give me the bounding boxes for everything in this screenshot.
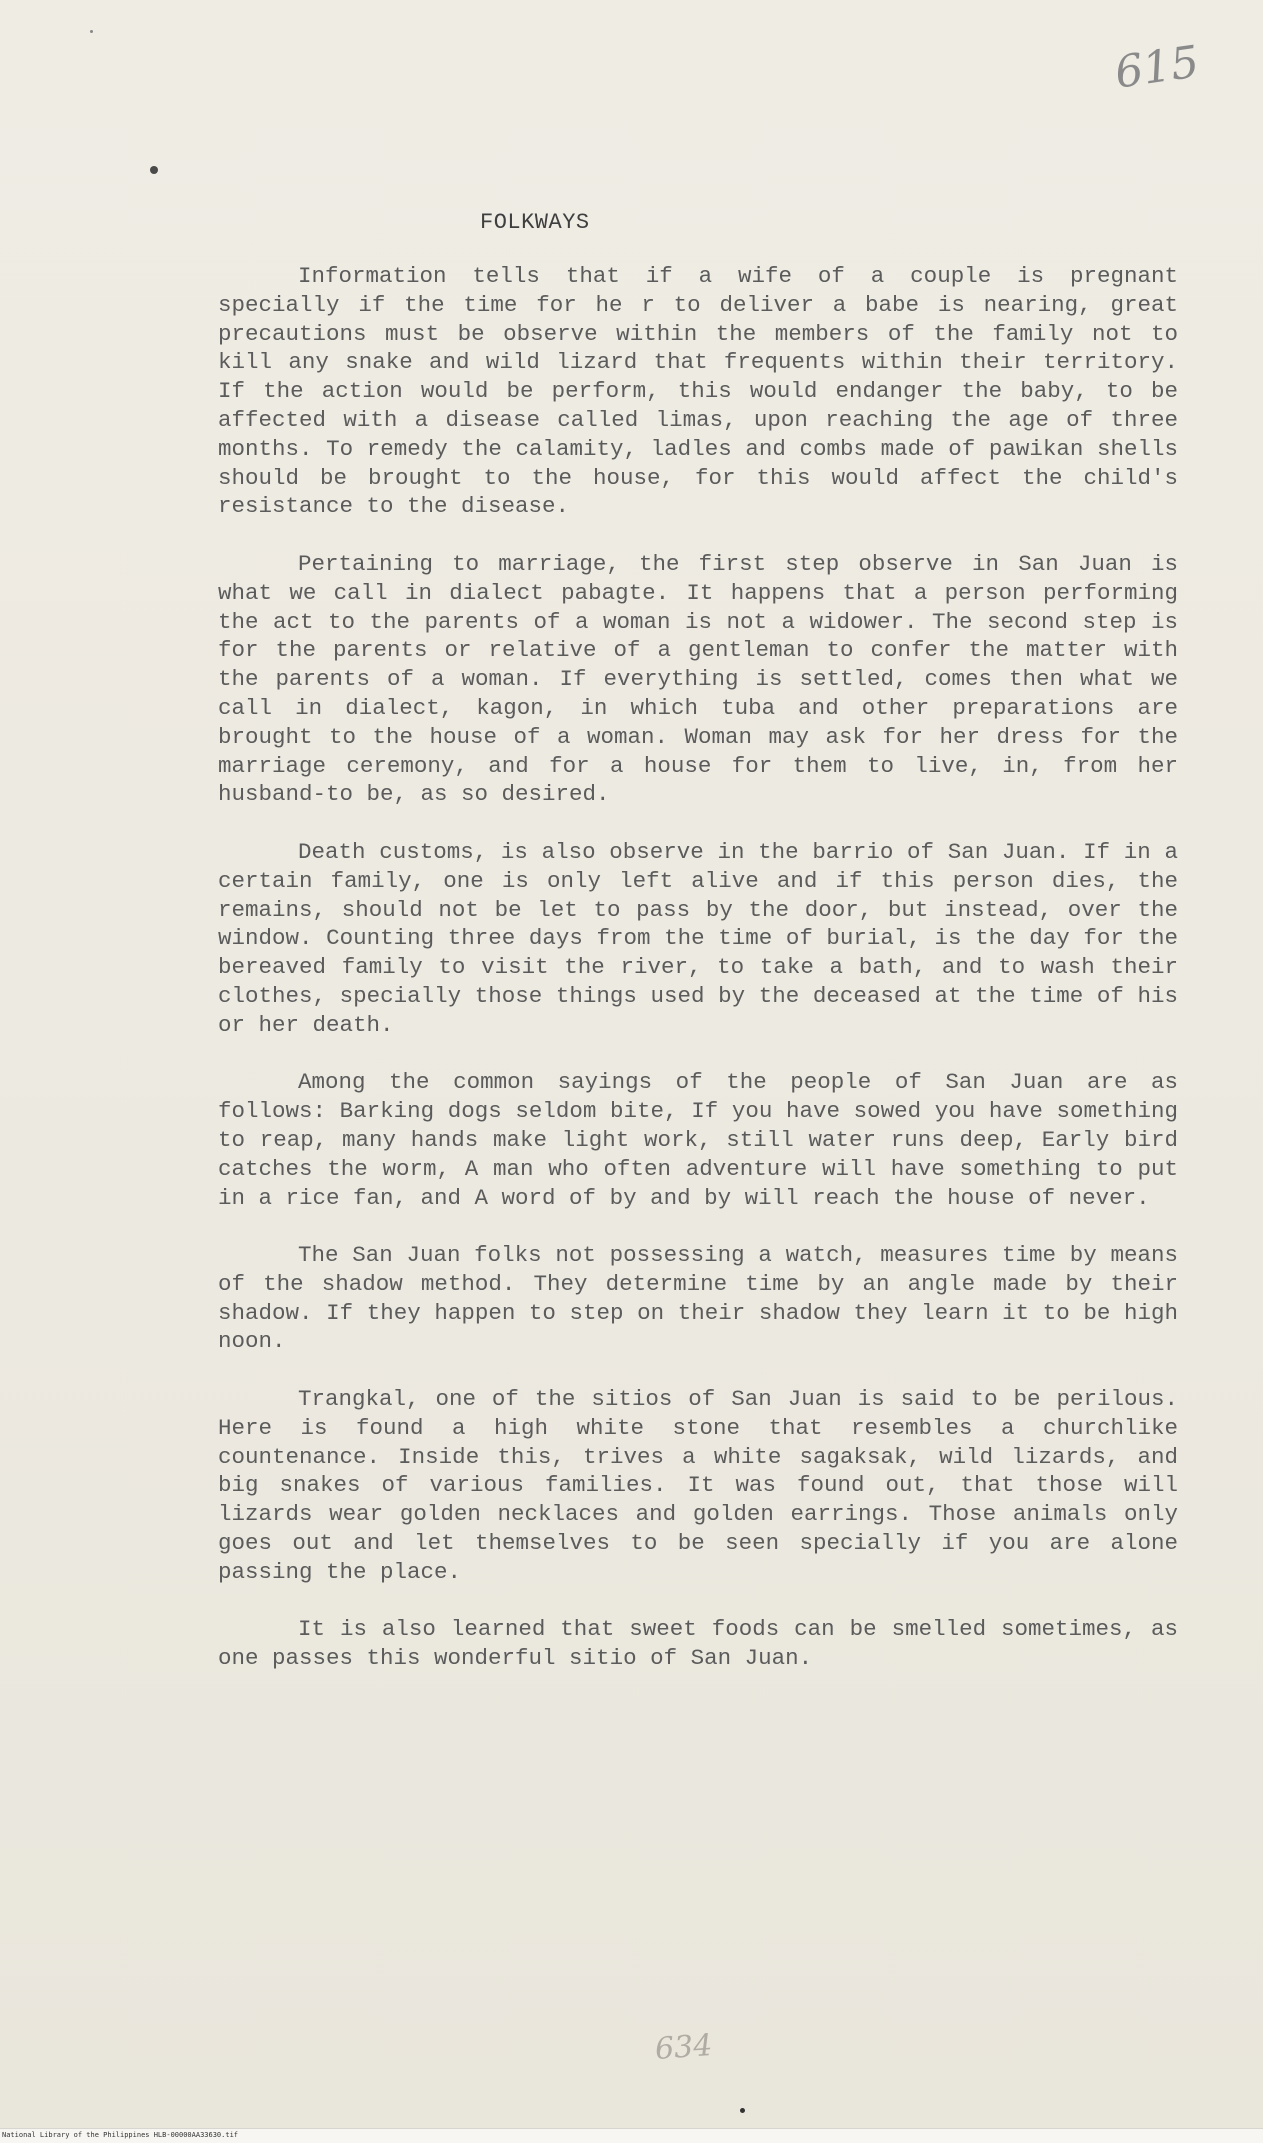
speck: [740, 2108, 745, 2113]
paragraph-trangkal: Trangkal, one of the sitios of San Juan is said to be perilous. Here is found a high white stone that resembles a churchlike countenance. Inside this, trives a white sagaksak, wild lizards, and big snakes of various families. It was found out, that those will lizards wear golden necklaces and golden earrings. Those animals only goes out and let themselves to be seen specially if you are alone passing the place.: [218, 1386, 1178, 1585]
punch-mark: [150, 166, 158, 174]
document-title: FOLKWAYS: [480, 210, 590, 235]
speck: [90, 30, 93, 33]
paragraph-sayings: Among the common sayings of the people of San Juan are as follows: Barking dogs seldom bite, If you have sowed you have something to reap, many hands make light work, still water runs deep, Early bird catches the worm, A man who often adventure will have something to put in a rice fan, and A word of by and by will reach the house of never.: [218, 1069, 1178, 1211]
document-body: [218, 262, 1178, 1702]
handwritten-page-number: 615: [1111, 36, 1203, 99]
paragraph-marriage: Pertaining to marriage, the first step observe in San Juan is what we call in dialect pabagte. It happens that a person performing the act to the parents of a woman is not a widower. The second step is for the parents or relative of a gentleman to confer the matter with the parents of a woman. If everything is settled, comes then what we call in dialect, kagon, in which tuba and other preparations are brought to the house of a woman. Woman may ask for her dress for the marriage ceremony, and for a house for them to live, in, from her husband-to be, as so desired.: [218, 550, 1178, 808]
paragraph-sweet-foods: It is also learned that sweet foods can be smelled sometimes, as one passes this wonderful sitio of San Juan.: [218, 1616, 1178, 1672]
handwritten-footer-number: 634: [653, 2028, 714, 2067]
paragraph-pregnancy: Information tells that if a wife of a couple is pregnant specially if the time for he r to deliver a babe is nearing, great precautions must be observe within the members of the family not to kill any snake and wild lizard that frequents within their territory. If the action would be perform, this would endanger the baby, to be affected with a disease called limas, upon reaching the age of three months. To remedy the calamity, ladles and combs made of pawikan shells should be brought to the house, for this would affect the child's resistance to the disease.: [218, 263, 1178, 520]
paragraph-time-measure: The San Juan folks not possessing a watch, measures time by means of the shadow method. They determine time by an angle made by their shadow. If they happen to step on their shadow they learn it to be high noon.: [218, 1242, 1178, 1355]
scan-footer-label: National Library of the Philippines HLB-00000AA33630.tif: [2, 2131, 239, 2139]
paragraph-death-customs: Death customs, is also observe in the barrio of San Juan. If in a certain family, one is only left alive and if this person dies, the remains, should not be let to pass by the door, but instead, over the window. Counting three days from the time of burial, is the day for the bereaved family to visit the river, to take a bath, and to wash their clothes, specially those things used by the deceased at the time of his or her death.: [218, 838, 1178, 1038]
